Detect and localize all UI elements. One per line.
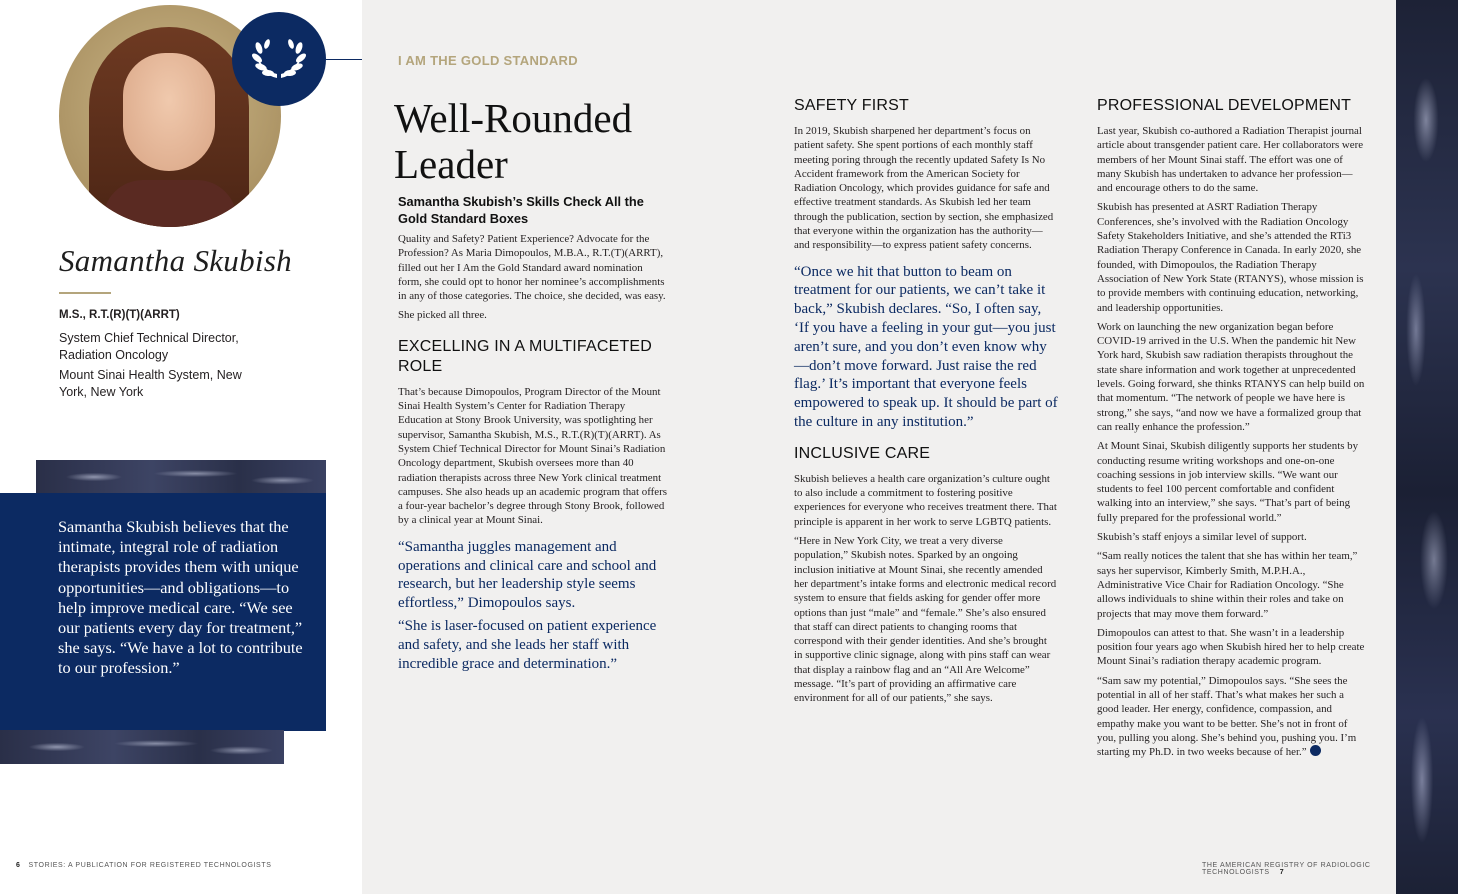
xray-image-bottom [0,730,284,764]
column-2 [794,96,1058,711]
body-paragraph: Last year, Skubish co-authored a Radiation Therapist journal article about transgender patient care. Her collaborators were members of her Mount Sinai staff. The effort was one of many Skubish has undertaken to advance her profession—and encourage others to do the same. [1097,125,1364,195]
profile-credentials: M.S., R.T.(R)(T)(ARRT) [59,309,180,321]
xray-image-right-edge [1396,0,1458,894]
body-paragraph: Work on launching the new organization began before COVID-19 arrived in the U.S. When the pandemic hit New York hard, Skubish saw radiation therapists throughout the state share information and work together at unprecedented levels. Going forward, she thinks RTANYS can help build on that momentum. “The network of people we have here is strong,” she says, “and now we have a formalized group that can really enhance the profession.” [1097,320,1365,433]
footer-publication: STORIES: A PUBLICATION FOR REGISTERED TECHNOLOGISTS [28,862,272,869]
xray-image-top [36,460,326,494]
heading-safety-first: SAFETY FIRST [794,97,910,114]
article-subtitle: Samantha Skubish’s Skills Check All the Gold Standard Boxes [398,194,644,226]
section-kicker: I AM THE GOLD STANDARD [398,53,578,68]
pull-quote-3: “Once we hit that button to beam on treatment for our patients, we can’t take it back,” Skubish declares. “So, I often say, ‘If you have a feeling in your gut—you just aren’t sure, and you don’t even know why—don’t move forward. Just raise the red flag.’ It’s important that everyone feels empowered to speak up. It should be part of the culture in any institution.” [794,263,1058,431]
left-page [0,0,362,894]
closing-paragraph [1097,674,1365,760]
body-paragraph: In 2019, Skubish sharpened her department’s focus on patient safety. She spent portions of each monthly staff meeting poring through the recently updated Safety Is No Accident framework from the American Society for Radiation Oncology, which provides guidance for safe and effective treatment standards. As Skubish led her team through the publication, section by section, she emphasized that everyone within the organization has the authority—and responsibility—to express patient safety concerns. [794,125,1054,252]
profile-name: Samantha Skubish [59,243,292,278]
closing-text: “Sam saw my potential,” Dimopoulos says. “She sees the potential in all of her staff. That’s what makes her such a good leader. Her energy, confidence, compassion, and empathy make you want to be better. She’s not in front of you, pulling you along. She’s behind you, pushing you. I’m starting my Ph.D. in two weeks because of her.” [1097,674,1357,759]
laurel-badge [232,12,326,106]
heading-inclusive-care: INCLUSIVE CARE [794,444,931,462]
laurel-wreath-icon [249,34,309,84]
article-title: Well-Rounded Leader [394,95,633,187]
body-paragraph: Skubish has presented at ASRT Radiation Therapy Conferences, she’s involved with the Radiation Oncology Safety Stakeholders Initiative, and she’s attended the RTi3 Radiation Therapy Conference in Canada. In early 2020, she founded, with Dimopoulos, the Radiation Therapy Association of New York State (RTANYS), whose mission is to provide members with continuing education, networking, and leadership opportunities. [1097,201,1364,314]
body-paragraph: Skubish believes a health care organization’s culture ought to also include a commitment to fostering positive experiences for everyone who receives treatment there. That principle is apparent in her work to serve LGBTQ patients. [794,472,1057,528]
column-1 [398,232,668,677]
pull-quote-2: “She is laser-focused on patient experience and safety, and she leads her staff with incredible grace and determination.” [398,617,657,672]
portrait-shirt [103,180,237,227]
intro-paragraph: Quality and Safety? Patient Experience? Advocate for the Profession? As Maria Dimopoulos, M.B.A., R.T.(T)(ARRT), filled out her I Am the Gold Standard award nomination form, she could opt to honor her nominee’s accomplishments in any of those categories. The choice, she decided, was easy. [398,233,666,303]
profile-role: System Chief Technical Director, Radiation Oncology [59,331,239,362]
body-paragraph: That’s because Dimopoulos, Program Director of the Mount Sinai Health System’s Center for Radiation Therapy Education at Stony Brook University, was spotlighting her supervisor, Samantha Skubish, M.S., R.T.(R)(T)(ARRT). As System Chief Technical Director for Mount Sinai’s Radiation Oncology department, Skubish oversees more than 40 radiation therapists across three New York clinical treatment campuses. She also heads up an academic program that offers a four-year bachelor’s degree through Stony Brook, followed by a clinical year at Mount Sinai. [398,385,667,527]
body-paragraph: Dimopoulos can attest to that. She wasn’t in a leadership position four years ago when Skubish hired her to help create Mount Sinai’s radiation therapy academic program. [1097,626,1365,668]
footer-organization: THE AMERICAN REGISTRY OF RADIOLOGIC TECHNOLOGISTS [1202,862,1371,876]
portrait-face [123,53,215,171]
name-divider [59,292,111,294]
body-paragraph: “Sam really notices the talent that she has within her team,” says her supervisor, Kimberly Smith, M.P.H.A., Administrative Vice Chair for Radiation Oncology. “She allows individuals to shine within their roles and take on projects that may move them forward.” [1097,550,1358,620]
page-number-right: 7 [1279,869,1285,876]
page-number-left: 6 [16,862,21,869]
column-3 [1097,96,1365,764]
body-paragraph: At Mount Sinai, Skubish diligently supports her students by conducting resume writing workshops and one-on-one coaching sessions in job interview skills. “We want our students to feel 100 percent comfortable and confident walking into an interview,” she says. “That’s part of being fully prepared for the professional world.” [1097,440,1359,524]
pull-quote-box [0,493,326,731]
pull-quote-text: Samantha Skubish believes that the intimate, integral role of radiation therapists provides them with unique opportunities—and obligations—to help improve medical care. “We see our patients every day for treatment,” she says. “We have a lot to contribute to our profession.” [58,517,303,678]
intro-paragraph-2: She picked all three. [398,309,487,322]
end-mark-icon [1310,745,1321,756]
heading-excelling: EXCELLING IN A MULTIFACETED ROLE [398,337,653,375]
body-paragraph: Skubish’s staff enjoys a similar level of support. [1097,531,1307,544]
heading-professional-development: PROFESSIONAL DEVELOPMENT [1097,97,1352,114]
footer-left [16,862,271,869]
pull-quote-1: “Samantha juggles management and operations and clinical care and school and research, but her leadership style seems effortless,” Dimopoulos says. [398,538,657,612]
body-paragraph: “Here in New York City, we treat a very diverse population,” Skubish notes. Sparked by an ongoing inclusion initiative at Mount Sinai, she recently amended her department’s intake forms and electronic medical record system to ensure that fields asking for gender offer more options than just “male” and “female.” She’s also ensured that staff can direct patients to changing rooms that correspond with their gender identities. And she’s brought in supportive clinic signage, along with pins staff can wear that display a rainbow flag and an “All Are Welcome” message. “It’s part of providing an affirmative care environment for all of our patients,” she says. [794,535,1057,705]
profile-organization: Mount Sinai Health System, New York, New York [59,368,242,399]
